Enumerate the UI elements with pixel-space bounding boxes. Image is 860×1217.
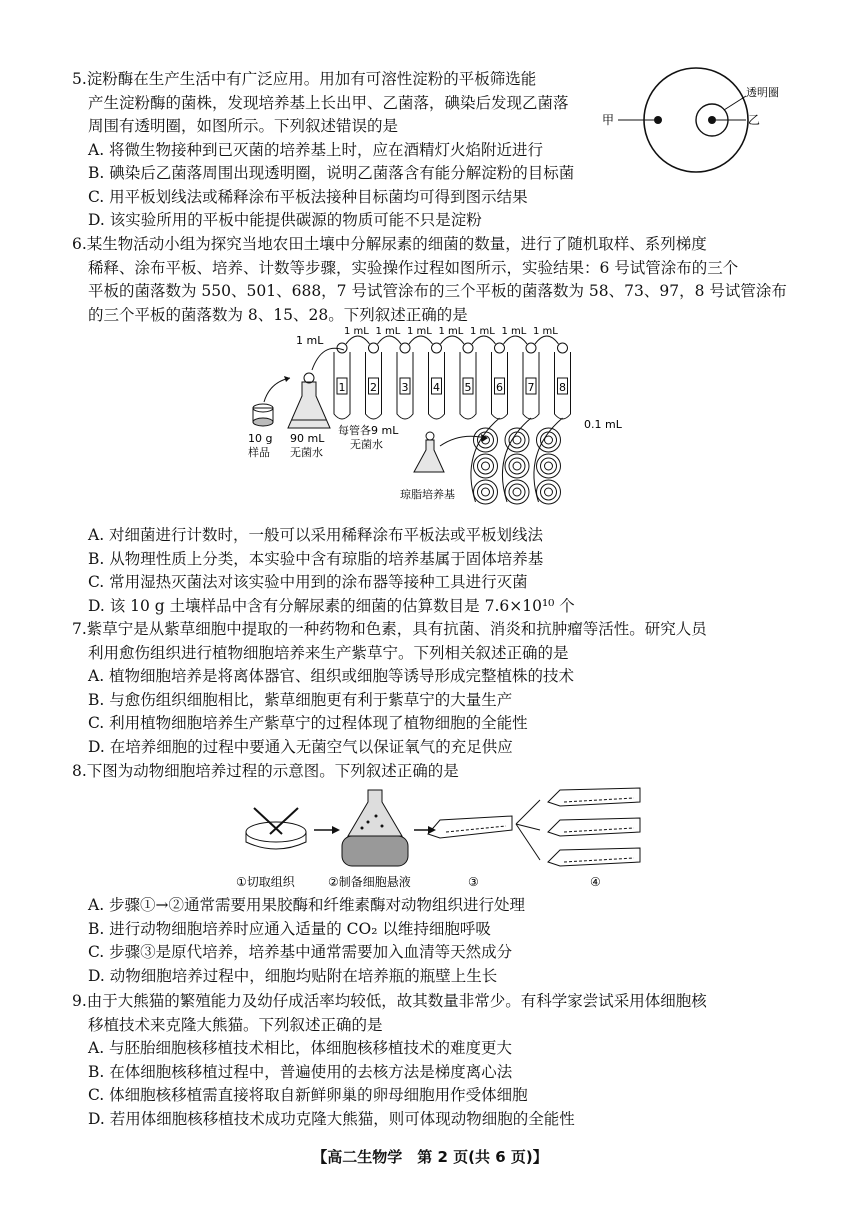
q8-option-a: A. 步骤①→②通常需要用果胶酶和纤维素酶对动物组织进行处理: [88, 896, 526, 914]
tube-number: 3: [401, 381, 409, 394]
step-2-label: ②制备细胞悬液: [328, 875, 411, 889]
q6-option-c: C. 常用湿热灭菌法对该实验中用到的涂布器等接种工具进行灭菌: [88, 573, 528, 591]
transfer-volume: 1 mL: [438, 326, 464, 337]
question-6: [72, 233, 812, 327]
test-tube-icon: [555, 343, 571, 419]
q5-option-b: B. 碘染后乙菌落周围出现透明圈，说明乙菌落含有能分解淀粉的目标菌: [88, 164, 575, 182]
q7-option-a: A. 植物细胞培养是将离体器官、组织或细胞等诱导形成完整植株的技术: [88, 667, 575, 685]
colony-yi-icon: [708, 116, 716, 124]
q5-option-d: D. 该实验所用的平板中能提供碳源的物质可能不只是淀粉: [88, 211, 482, 229]
agar-plate-icon: [474, 480, 498, 504]
colony-jia-icon: [654, 116, 662, 124]
first-transfer-volume: 1 mL: [296, 334, 324, 347]
step-1-label: ①切取组织: [236, 875, 295, 889]
test-tube-icon: [366, 343, 382, 419]
page-footer: 【高二生物学 第 2 页(共 6 页)】: [312, 1148, 548, 1166]
q6-option-b: B. 从物理性质上分类，本实验中含有琼脂的培养基属于固体培养基: [88, 549, 544, 568]
cell-suspension-flask-icon: [342, 790, 408, 866]
test-tube-icon: [492, 343, 508, 419]
step-3-label: ③: [468, 875, 479, 889]
q9-option-d: D. 若用体细胞核移植技术成功克隆大熊猫，则可体现动物细胞的全能性: [88, 1109, 575, 1128]
agar-medium-label: 琼脂培养基: [400, 488, 455, 501]
q8-option-b: B. 进行动物细胞培养时应通入适量的 CO₂ 以维持细胞呼吸: [88, 919, 491, 938]
agar-plates: [471, 418, 563, 504]
test-tube-icon: [334, 343, 350, 419]
test-tubes: [334, 326, 571, 419]
tube-number: 1: [338, 381, 346, 394]
agar-plate-icon: [537, 454, 561, 478]
q7-stem-line2: 利用愈伤组织进行植物细胞培养来生产紫草宁。下列相关叙述正确的是: [88, 643, 569, 662]
agar-plate-icon: [474, 428, 498, 452]
q5-option-c: C. 用平板划线法或稀释涂布平板法接种目标菌均可得到图示结果: [88, 187, 528, 206]
question-9: [72, 990, 812, 1131]
test-tube-icon: [523, 343, 539, 419]
tube-number: 7: [527, 381, 535, 394]
transfer-volume: 1 mL: [501, 326, 527, 337]
question-8: [72, 760, 812, 784]
q8-cell-culture-figure: [236, 786, 656, 892]
q9-stem-line2: 移植技术来克隆大熊猫。下列叙述正确的是: [88, 1015, 383, 1034]
spread-volume: 0.1 mL: [584, 418, 622, 431]
transfer-volume: 1 mL: [407, 326, 432, 337]
transfer-volume: 1 mL: [470, 326, 495, 337]
q5-stem-line2: 产生淀粉酶的菌株，发现培养基上长出甲、乙菌落，碘染后发现乙菌落: [88, 93, 569, 112]
flask-icon: [288, 373, 330, 428]
q5-option-a: A. 将微生物接种到已灭菌的培养基上时，应在酒精灯火焰附近进行: [88, 140, 544, 159]
q8-option-d: D. 动物细胞培养过程中，细胞均贴附在培养瓶的瓶壁上生长: [88, 966, 498, 985]
tube-number: 6: [496, 381, 503, 394]
q8-option-c: C. 步骤③是原代培养，培养基中通常需要加入血清等天然成分: [88, 943, 513, 961]
transfer-volume: 1 mL: [375, 326, 401, 337]
agar-plate-icon: [537, 428, 561, 452]
label-clear-zone: 透明圈: [746, 86, 779, 99]
q5-stem-line3: 周围有透明圈，如图所示。下列叙述错误的是: [88, 117, 399, 135]
label-yi: 乙: [748, 113, 761, 127]
subculture-flasks-icon: [548, 788, 640, 866]
q6-stem-line2: 稀释、涂布平板、培养、计数等步骤，实验操作过程如图所示，实验结果：6 号试管涂布的三个: [88, 258, 739, 277]
tube-number: 8: [559, 381, 566, 394]
test-tube-icon: [397, 343, 413, 419]
agar-plate-icon: [505, 454, 529, 478]
primary-culture-flask-icon: [428, 816, 512, 838]
sample-label: 样品: [248, 446, 270, 459]
sample-mass: 10 g: [248, 432, 273, 445]
soil-sample-icon: [253, 404, 273, 426]
each-tube-label: 无菌水: [350, 438, 383, 451]
tube-number: 5: [464, 381, 472, 394]
q6-option-d: D. 该 10 g 土壤样品中含有分解尿素的细菌的估算数目是 7.6×10¹⁰ 个: [88, 596, 575, 615]
q6-stem-line3: 平板的菌落数为 550、501、688，7 号试管涂布的三个平板的菌落数为 58、73、97，8 号试管涂布: [88, 282, 787, 300]
q9-option-c: C. 体细胞核移植需直接将取自新鲜卵巢的卵母细胞用作受体细胞: [88, 1086, 528, 1104]
q7-stem-line1: 7.紫草宁是从紫草细胞中提取的一种药物和色素，具有抗菌、消炎和抗肿瘤等活性。研究人员: [72, 620, 707, 638]
question-8-options: [72, 894, 812, 988]
question-7: [72, 618, 812, 759]
q9-stem-line1: 9.由于大熊猫的繁殖能力及幼仔成活率均较低，故其数量非常少。有科学家尝试采用体细胞核: [72, 992, 707, 1010]
q7-option-d: D. 在培养细胞的过程中要通入无菌空气以保证氧气的充足供应: [88, 737, 513, 756]
q9-option-b: B. 在体细胞核移植过程中，普遍使用的去核方法是梯度离心法: [88, 1062, 513, 1081]
agar-plate-icon: [474, 454, 498, 478]
q7-option-c: C. 利用植物细胞培养生产紫草宁的过程体现了植物细胞的全能性: [88, 714, 528, 732]
q6-dilution-figure: [240, 322, 640, 518]
step-4-label: ④: [590, 875, 601, 889]
agar-plate-icon: [537, 480, 561, 504]
transfer-volume: 1 mL: [344, 326, 369, 337]
test-tube-icon: [429, 343, 445, 419]
each-tube-volume: 每管各9 mL: [338, 424, 399, 437]
q8-stem: 8.下图为动物细胞培养过程的示意图。下列叙述正确的是: [72, 762, 459, 780]
q6-option-a: A. 对细菌进行计数时，一般可以采用稀释涂布平板法或平板划线法: [88, 526, 544, 544]
q6-stem-line1: 6.某生物活动小组为探究当地农田土壤中分解尿素的细菌的数量，进行了随机取样、系列梯度: [72, 235, 707, 253]
tube-number: 2: [370, 381, 377, 394]
tube-number: 4: [433, 381, 440, 394]
question-6-options: [72, 524, 812, 618]
q7-option-b: B. 与愈伤组织细胞相比，紫草细胞更有利于紫草宁的大量生产: [88, 690, 513, 709]
water-label: 无菌水: [290, 446, 323, 459]
agar-flask-icon: [414, 432, 444, 472]
water-volume: 90 mL: [290, 432, 325, 445]
q6-stem-line4: 的三个平板的菌落数为 8、15、28。下列叙述正确的是: [88, 305, 468, 324]
q5-stem-line1: 5.淀粉酶在生产生活中有广泛应用。用加有可溶性淀粉的平板筛选能: [72, 70, 537, 88]
q9-option-a: A. 与胚胎细胞核移植技术相比，体细胞核移植技术的难度更大: [88, 1039, 513, 1057]
label-jia: 甲: [602, 113, 615, 127]
transfer-volume: 1 mL: [533, 326, 558, 337]
q5-petri-dish-figure: [596, 66, 796, 176]
tissue-dish-icon: [246, 808, 306, 849]
agar-plate-icon: [505, 428, 529, 452]
test-tube-icon: [460, 343, 476, 419]
agar-plate-icon: [505, 480, 529, 504]
